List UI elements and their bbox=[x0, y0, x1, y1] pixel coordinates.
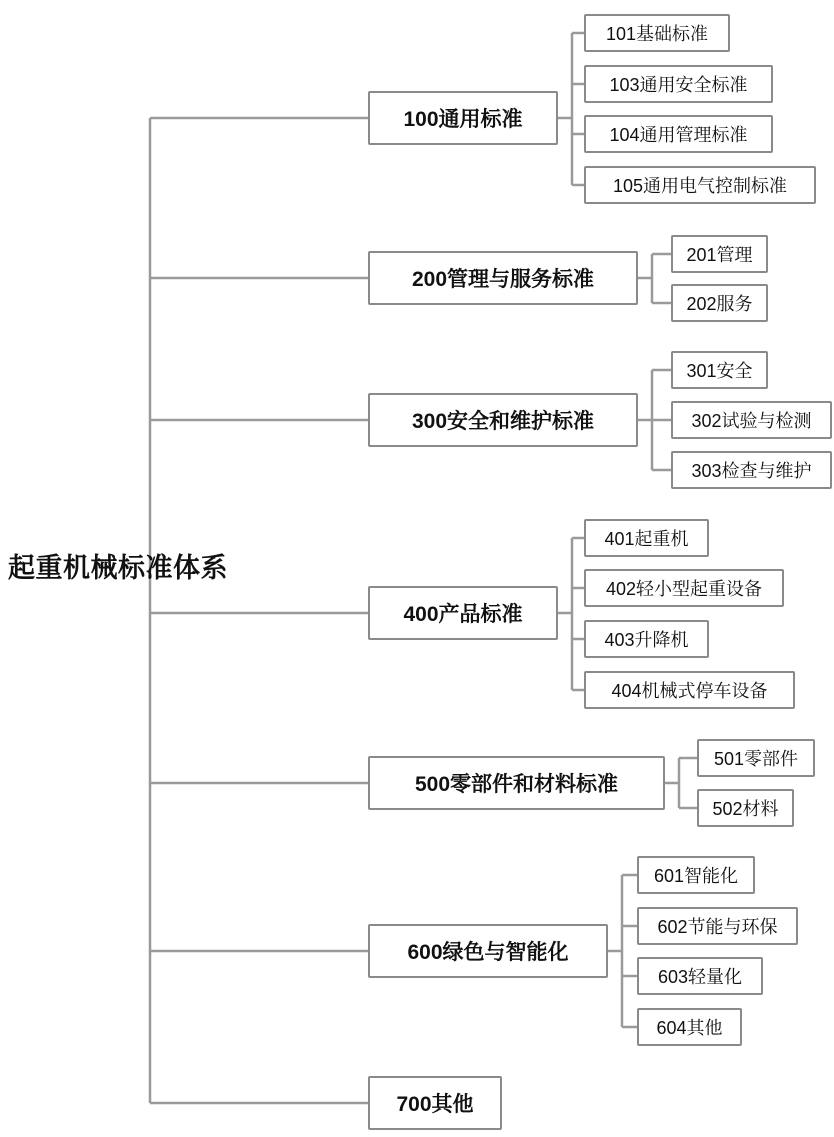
leaf-node-201-label: 201管理 bbox=[686, 245, 753, 265]
branch-node-700[interactable] bbox=[368, 1076, 502, 1130]
branch-node-500[interactable] bbox=[368, 756, 665, 810]
leaf-node-401[interactable] bbox=[584, 519, 709, 557]
leaf-node-404[interactable] bbox=[584, 671, 795, 709]
leaf-node-103[interactable] bbox=[584, 65, 773, 103]
leaf-node-602[interactable] bbox=[637, 907, 798, 945]
branch-node-100[interactable] bbox=[368, 91, 558, 145]
branch-node-700-label: 700其他 bbox=[396, 1093, 474, 1116]
leaf-node-604-label: 604其他 bbox=[656, 1018, 723, 1038]
leaf-node-603[interactable] bbox=[637, 957, 763, 995]
leaf-node-302[interactable] bbox=[671, 401, 832, 439]
leaf-node-105[interactable] bbox=[584, 166, 816, 204]
leaf-node-603-label: 603轻量化 bbox=[657, 967, 743, 987]
leaf-node-404-label: 404机械式停车设备 bbox=[611, 681, 768, 701]
branch-node-200[interactable] bbox=[368, 251, 638, 305]
leaf-node-303[interactable] bbox=[671, 451, 832, 489]
root-node-label: 起重机械标准体系 bbox=[8, 553, 228, 583]
leaf-node-403[interactable] bbox=[584, 620, 709, 658]
leaf-node-101-label: 101基础标准 bbox=[605, 24, 709, 44]
branch-node-200-label: 200管理与服务标准 bbox=[411, 268, 595, 291]
leaf-node-402[interactable] bbox=[584, 569, 784, 607]
branch-node-100-label: 100通用标准 bbox=[403, 108, 523, 131]
leaf-node-502-label: 502材料 bbox=[712, 799, 779, 819]
leaf-node-402-label: 402轻小型起重设备 bbox=[605, 579, 763, 599]
leaf-node-601-label: 601智能化 bbox=[653, 866, 739, 886]
leaf-node-201[interactable] bbox=[671, 235, 768, 273]
leaf-node-105-label: 105通用电气控制标准 bbox=[612, 176, 788, 196]
leaf-node-502[interactable] bbox=[697, 789, 794, 827]
leaf-node-302-label: 302试验与检测 bbox=[691, 411, 812, 431]
leaf-node-303-label: 303检查与维护 bbox=[691, 461, 812, 481]
leaf-node-501-label: 501零部件 bbox=[713, 749, 799, 769]
branch-node-300[interactable] bbox=[368, 393, 638, 447]
leaf-node-401-label: 401起重机 bbox=[604, 529, 689, 549]
leaf-node-501[interactable] bbox=[697, 739, 815, 777]
branch-node-400[interactable] bbox=[368, 586, 558, 640]
branch-node-600-label: 600绿色与智能化 bbox=[407, 941, 569, 964]
leaf-node-104[interactable] bbox=[584, 115, 773, 153]
branch-node-600[interactable] bbox=[368, 924, 608, 978]
leaf-node-202-label: 202服务 bbox=[686, 294, 753, 314]
leaf-node-602-label: 602节能与环保 bbox=[657, 917, 778, 937]
leaf-node-301-label: 301安全 bbox=[686, 361, 753, 381]
leaf-node-301[interactable] bbox=[671, 351, 768, 389]
leaf-node-202[interactable] bbox=[671, 284, 768, 322]
leaf-node-101[interactable] bbox=[584, 14, 730, 52]
leaf-node-601[interactable] bbox=[637, 856, 755, 894]
branch-node-400-label: 400产品标准 bbox=[403, 603, 523, 626]
leaf-node-403-label: 403升降机 bbox=[604, 630, 689, 650]
leaf-node-104-label: 104通用管理标准 bbox=[609, 125, 748, 145]
leaf-node-604[interactable] bbox=[637, 1008, 742, 1046]
leaf-node-103-label: 103通用安全标准 bbox=[609, 75, 748, 95]
branch-node-300-label: 300安全和维护标准 bbox=[411, 410, 595, 433]
branch-node-500-label: 500零部件和材料标准 bbox=[414, 773, 619, 796]
